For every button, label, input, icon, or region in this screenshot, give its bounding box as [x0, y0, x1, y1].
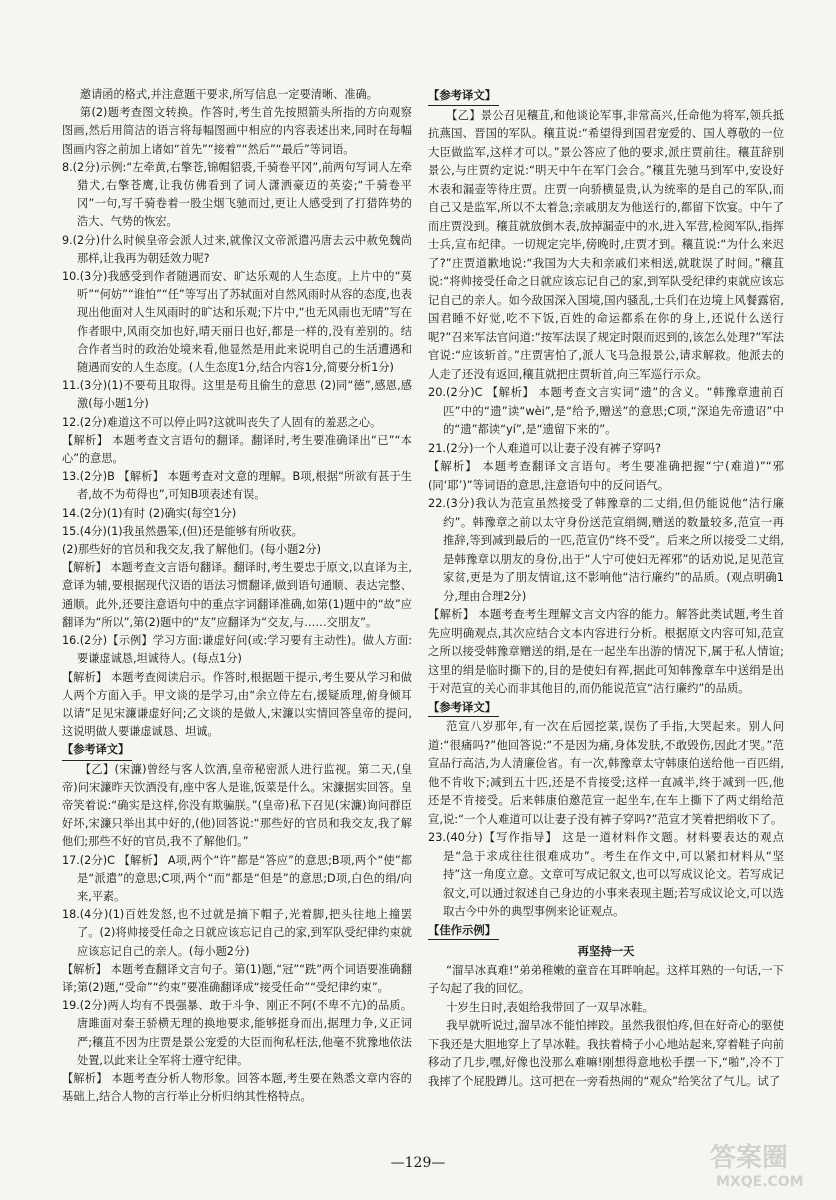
text-paragraph: 【解析】 本题考查考生理解文言文内容的能力。解答此类试题,考生首先应明确观点,其次应结合文本内容进行分析。根据原文内容可知,范宣之所以接受韩豫章赠送的绢,是在一起坐车出游的情况下,属于私人情谊;这里的绢是临时撕下的,目的是使妇有裈,据此可知韩豫章车中送绢是出于对范宣的关心而非其他目的,而仍能说范宣“洁行廉约”的品质。: [428, 607, 784, 695]
text-paragraph: 13.(2分)B 【解析】 本题考查对文意的理解。B项,根据“所欲有甚于生者,故不为苟得也”,可知B项表述有误。: [62, 470, 412, 502]
text-paragraph: 19.(2分)两人均有不畏强暴、敢于斗争、刚正不阿(不卑不亢)的品质。唐雎面对秦王骄横无理的换地要求,能够挺身而出,据理力争,义正词严;穰苴不因为庄贾是景公宠爱的大臣而徇私枉法,他毫不犹豫地依法处置,以此来让全军将士遵守纪律。: [62, 999, 412, 1067]
text-paragraph: 23.(40分)【写作指导】 这是一道材料作文题。材料要表达的观点是“急于求成往往很难成功”。考生在作文中,可以紧扣材料从“坚持”这一角度立意。文章可写成记叙文,也可以写成议论文。若写成记叙文,可以通过叙述自己身边的小事来表现主题;若写成议论文,可以选取古今中外的典型事例来论证观点。: [428, 830, 784, 918]
text-paragraph: 14.(2分)(1)有时 (2)确实(每空1分): [62, 506, 237, 520]
text-paragraph: 【乙】(宋濂)曾经与客人饮酒,皇帝秘密派人进行监视。第二天,(皇帝)问宋濂昨天饮酒没有,座中客人是谁,饭菜是什么。宋濂据实回答。皇帝笑着说:“确实是这样,你没有欺骗朕。”(皇帝)私下召见(宋濂)询问群臣好坏,宋濂只举出其中好的,(他)回答说:“那些好的官员和我交友,我了解他们;那些不好的官员,我不了解他们。”: [62, 762, 412, 849]
text-paragraph: 十岁生日时,表姐给我带回了一双旱冰鞋。: [446, 999, 654, 1014]
text-paragraph: [428, 921, 784, 941]
text-paragraph: 【解析】 本题考查文言语句的翻译。翻译时,考生要准确译出“已”“本心”的意思。: [62, 433, 412, 466]
text-paragraph: 15.(4分)(1)我虽然愚笨,(但)还是能够有所收获。: [62, 524, 303, 538]
text-paragraph: 【解析】 本题考查分析人物形象。回答本题,考生要在熟悉文章内容的基础上,结合人物的言行举止分析归纳其性格特点。: [62, 1071, 412, 1104]
text-paragraph: 20.(2分)C 【解析】 本题考查文言实词“遗”的含义。“韩豫章遗前百匹”中的“遗”读“wèi”,是“给予,赠送”的意思;C项,“深追先帝遗诏”中的“遗”都读“yí”,是“遗留下来的”。: [428, 385, 784, 436]
text-paragraph: 第(2)题考查图文转换。作答时,考生首先按照箭头所指的方向观察图画,然后用简洁的语言将每幅图画中相应的内容表述出来,同时在每幅图画内容之前加上诸如“首先”“接着”“然后”“最后”等词语。: [62, 106, 412, 156]
text-paragraph: (2)那些好的官员和我交友,我了解他们。(每小题2分): [62, 543, 322, 557]
page-number: —129—: [390, 1155, 446, 1171]
text-paragraph: 【解析】 本题考查阅读启示。作答时,根据题干提示,考生要从学习和做人两个方面入手。甲文谈的是学习,由“余立侍左右,援疑质理,俯身倾耳以请”足见宋濂谦虚好问;乙文谈的是做人,宋濂以实情回答皇帝的提问,这说明做人要谦虚诚恳、坦诚。: [62, 670, 412, 739]
text-paragraph: 【解析】 本题考查翻译文言句子。第(1)题,“冠”“跣”两个词语要准确翻译;第(2)题,“受命”“约束”要准确翻译成“接受任命”“受纪律约束”。: [62, 962, 412, 994]
text-paragraph: 10.(3分)我感受到作者随遇而安、旷达乐观的人生态度。上片中的“莫听”“何妨”“谁怕”“任”等写出了苏轼面对自然风雨时从容的态度,也表现出他面对人生风雨时的旷达和乐观;下片中,“也无风雨也无晴”写在作者眼中,风雨交加也好,晴天丽日也好,都是一样的,没有差别的。结合作者当时的政治处境来看,他显然是用此来说明自己的生活遭遇和随遇而安的人生态度。(人生态度1分,结合内容1分,简要分析1分): [62, 270, 413, 375]
text-paragraph: 【解析】 本题考查文言语句翻译。翻译时,考生要忠于原文,以直译为主,意译为辅,要根据现代汉语的语法习惯翻译,做到语句通顺、表达完整、通顺。此外,还要注意语句中的重点字词翻译准确,如第(1)题中的“故”应翻译为“所以”,第(2)题中的“友”应翻译为“交友,与……交朋友”。: [62, 561, 412, 629]
text-paragraph: 17.(2分)C 【解析】 A项,两个“许”都是“答应”的意思;B项,两个“使”都是“派遣”的意思;C项,两个“而”都是“但是”的意思;D项,白色的绢/向来,平素。: [62, 853, 412, 903]
text-paragraph: “溜旱冰真难!”弟弟稚嫩的童音在耳畔响起。这样耳熟的一句话,一下子勾起了我的回忆。: [428, 962, 784, 995]
text-paragraph: 【乙】景公召见穰苴,和他谈论军事,非常高兴,任命他为将军,领兵抵抗燕国、晋国的军队。穰苴说:“希望得到国君宠爱的、国人尊敬的一位大臣做监军,这样才可以。”景公答应了他的要求,派庄贾前往。穰苴辞别景公,与庄贾约定说:“明天中午在军门会合。”穰苴先驰马到军中,安设好木表和漏壶等待庄贾。庄贾一向骄横显贵,认为统率的是自己的军队,而自己又是监军,所以不太着急;亲戚朋友为他送行的,都留下饮宴。中午了而庄贾没到。穰苴就放倒木表,放掉漏壶中的水,进入军营,检阅军队,指挥士兵,宣布纪律。一切规定完毕,傍晚时,庄贾才到。穰苴说:“为什么来迟了?”庄贾道歉地说:“我国为大夫和亲戚们来相送,就耽误了时间。”穰苴说:“将帅接受任命之日就应该忘记自己的家,到军队受纪律约束就应该忘记自己的亲人。如今敌国深入国境,国内骚乱,士兵们在边境上风餐露宿,国君睡不好觉,吃不下饭,百姓的命运都系在你的身上,还说什么送行呢?”召来军法官问道:“按军法误了规定时限而迟到的,该怎么处理?”军法官说:“应该斩首。”庄贾害怕了,派人飞马急报景公,请求解救。他派去的人走了还没有返回,穰苴就把庄贾斩首,向三军巡行示众。: [428, 107, 784, 381]
right-column: [428, 86, 784, 1090]
section-tag: 【佳作示例】: [428, 921, 499, 941]
text-paragraph: 我早就听说过,溜旱冰不能怕摔跤。虽然我很怕疼,但在好奇心的驱使下我还是大胆地穿上了旱冰鞋。我扶着椅子小心地站起来,穿着鞋子向前移动了几步,嘿,好像也没那么难嘛!刚想得意地松手摆一下,“啪”,冷不丁我摔了个屁股蹲儿。这可把在一旁看热闹的“观众”给笑岔了气儿。试了: [428, 1018, 784, 1088]
watermark-subtext: MXQE.COM: [716, 1174, 804, 1190]
text-paragraph: 邀请函的格式,并注意题干要求,所写信息一定要清晰、准确。: [79, 88, 378, 101]
text-paragraph: 8.(2分)示例:“左牵黄,右擎苍,锦帽貂裘,千骑卷平冈”,前两句写词人左牵猎犬,右擎苍鹰,让我仿佛看到了词人潇洒豪迈的英姿;“千骑卷平冈”一句,写千骑卷着一股尘烟飞驰而过,更让人感受到了打猎阵势的浩大、气势的恢宏。: [62, 160, 412, 229]
text-paragraph: 16.(2分)【示例】学习方面:谦虚好问(或:学习要有主动性)。做人方面:要谦虚诚恳,坦诚待人。(每点1分): [62, 634, 412, 666]
watermark-logo: [706, 1136, 826, 1192]
text-paragraph: 21.(2分)一个人难道可以让妻子没有裤子穿吗?: [428, 440, 661, 455]
text-paragraph: 范宣八岁那年,有一次在后园挖菜,误伤了手指,大哭起来。别人问道:“很痛吗?”他回答说:“不是因为痛,身体发肤,不敢毁伤,因此才哭。”范宣品行高洁,为人清廉俭省。有一次,韩豫章太守韩康伯送给他一百匹绢,他不肯收下;减到五十匹,还是不肯接受;这样一直减半,终于减到一匹,他还是不肯接受。后来韩康伯邀范宣一起坐车,在车上撕下了两丈绢给范宣,说:“一个人难道可以让妻子没有裤子穿吗?”范宣才笑着把绢收下了。: [428, 719, 784, 826]
watermark-text: 答案圈: [710, 1143, 789, 1173]
text-paragraph: 【解析】 本题考查翻译文言语句。考生要准确把握“宁(难道)”“邪(同‘耶’)”等词语的意思,注意语句中的反问语气。: [428, 459, 784, 492]
text-paragraph: [428, 86, 784, 106]
text-paragraph: 12.(2分)难道这不可以停止吗?这就叫丧失了人固有的羞恶之心。: [62, 415, 382, 429]
text-paragraph: 22.(3分)我认为范宣虽然接受了韩豫章的二丈绢,但仍能说他“洁行廉约”。韩豫章之前以太守身份送范宣绢绸,赠送的数量较多,范宣一再推辞,等到减到最后的一匹,范宣仍“终不受”。后来之所以接受二丈绢,是韩豫章以朋友的身份,出于“人宁可使妇无裈邪”的话劝说,足见范宣家贫,更是为了朋友情谊,这不影响他“洁行廉约”的品质。(观点明确1分,理由合理2分): [428, 496, 784, 603]
section-tag: 【参考译文】: [428, 86, 499, 106]
section-tag: 【参考译文】: [62, 741, 132, 760]
text-paragraph: 11.(3分)(1)不要苟且取得。这里是苟且偷生的意思 (2)同“德”,感恩,感激(每小题1分): [62, 379, 412, 411]
text-paragraph: 18.(4分)(1)百姓发怒,也不过就是摘下帽子,光着脚,把头往地上撞罢了。(2)将帅接受任命之日就应该忘记自己的家,到军队受纪律约束就应该忘记自己的亲人。(每小题2分): [62, 908, 412, 958]
left-column: [62, 86, 412, 1106]
text-paragraph: [428, 698, 784, 718]
text-paragraph: [62, 741, 412, 760]
section-tag: 【参考译文】: [428, 698, 499, 718]
essay-title: 再坚持一天: [577, 944, 635, 958]
text-paragraph: 9.(2分)什么时候皇帝会派人过来,就像汉文帝派遣冯唐去云中赦免魏尚那样,让我再为朝廷效力呢?: [62, 233, 412, 265]
